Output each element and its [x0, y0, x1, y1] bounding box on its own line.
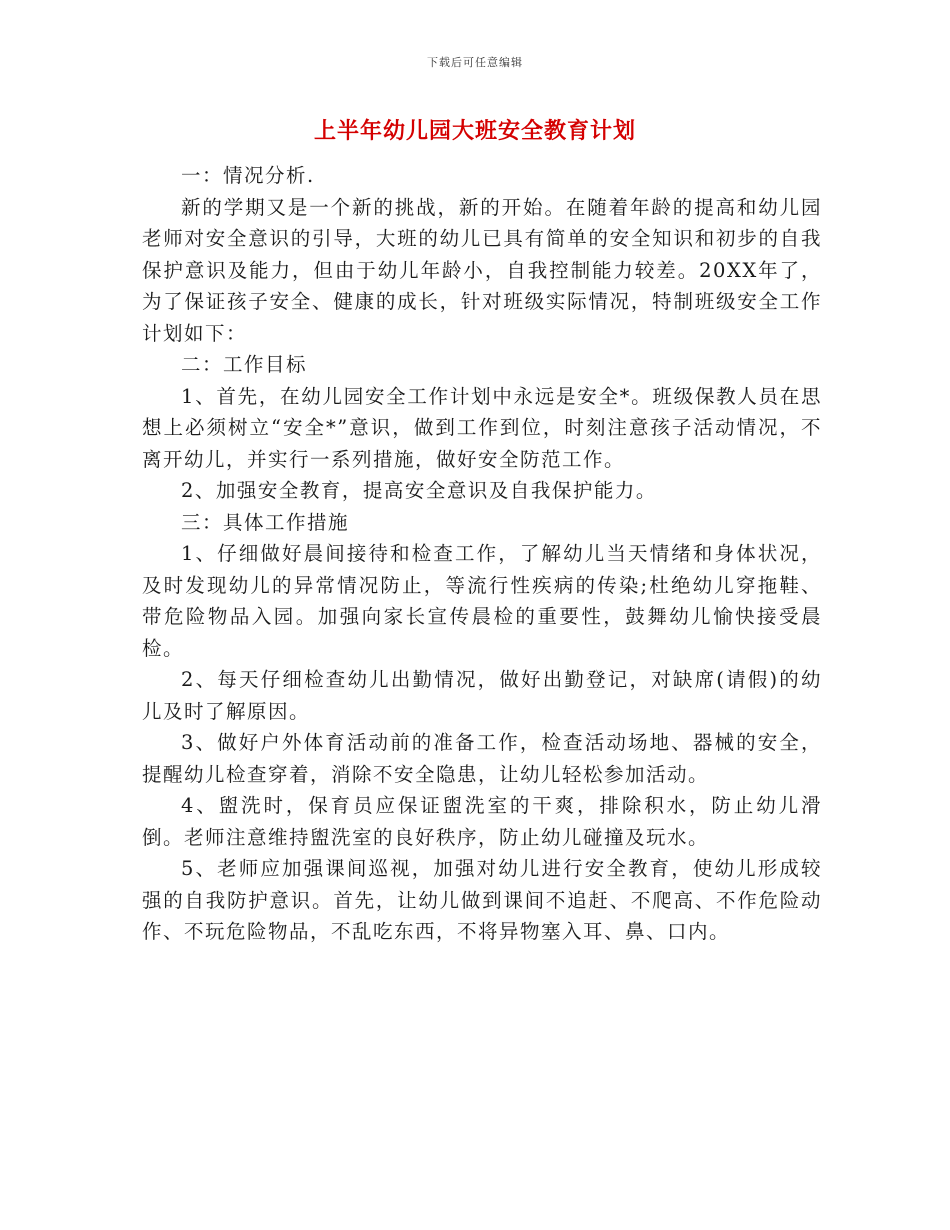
section-heading-situation: 一：情况分析. — [181, 164, 315, 187]
paragraph-situation: 新的学期又是一个新的挑战，新的开始。在随着年龄的提高和幼儿园老师对安全意识的引导，大班的幼儿已具有简单的安全知识和初步的自我保护意识及能力，但由于幼儿年龄小，自我控制能力较差。20XX年了，为了保证孩子安全、健康的成长，针对班级实际情况，特制班级安全工作计划如下： — [142, 195, 822, 345]
paragraph-measure-5: 5、老师应加强课间巡视，加强对幼儿进行安全教育，使幼儿形成较强的自我防护意识。首先，让幼儿做到课间不追赶、不爬高、不作危险动作、不玩危险物品，不乱吃东西，不将异物塞入耳、鼻、口内。 — [142, 857, 822, 943]
section-heading-measures: 三：具体工作措施 — [181, 510, 350, 534]
header-note: 下载后可任意编辑 — [427, 56, 523, 69]
paragraph-goal-2: 2、加强安全教育，提高安全意识及自我保护能力。 — [181, 479, 657, 502]
document-body — [142, 160, 822, 948]
paragraph-measure-1: 1、仔细做好晨间接待和检查工作，了解幼儿当天情绪和身体状况，及时发现幼儿的异常情况防止，等流行性疾病的传染;杜绝幼儿穿拖鞋、带危险物品入园。加强向家长宣传晨检的重要性，鼓舞幼儿愉快接受晨检。 — [142, 542, 822, 660]
paragraph-measure-2: 2、每天仔细检查幼儿出勤情况，做好出勤登记，对缺席(请假)的幼儿及时了解原因。 — [142, 668, 822, 723]
section-heading-goals: 二：工作目标 — [181, 353, 308, 376]
paragraph-measure-4: 4、盥洗时，保育员应保证盥洗室的干爽，排除积水，防止幼儿滑倒。老师注意维持盥洗室的良好秩序，防止幼儿碰撞及玩水。 — [142, 794, 822, 849]
paragraph-goal-1: 1、首先，在幼儿园安全工作计划中永远是安全*。班级保教人员在思想上必须树立“安全*”意识，做到工作到位，时刻注意孩子活动情况，不离开幼儿，并实行一系列措施，做好安全防范工作。 — [142, 384, 822, 471]
paragraph-measure-3: 3、做好户外体育活动前的准备工作，检查活动场地、器械的安全，提醒幼儿检查穿着，消除不安全隐患，让幼儿轻松参加活动。 — [142, 731, 822, 786]
document-title: 上半年幼儿园大班安全教育计划 — [313, 118, 636, 144]
